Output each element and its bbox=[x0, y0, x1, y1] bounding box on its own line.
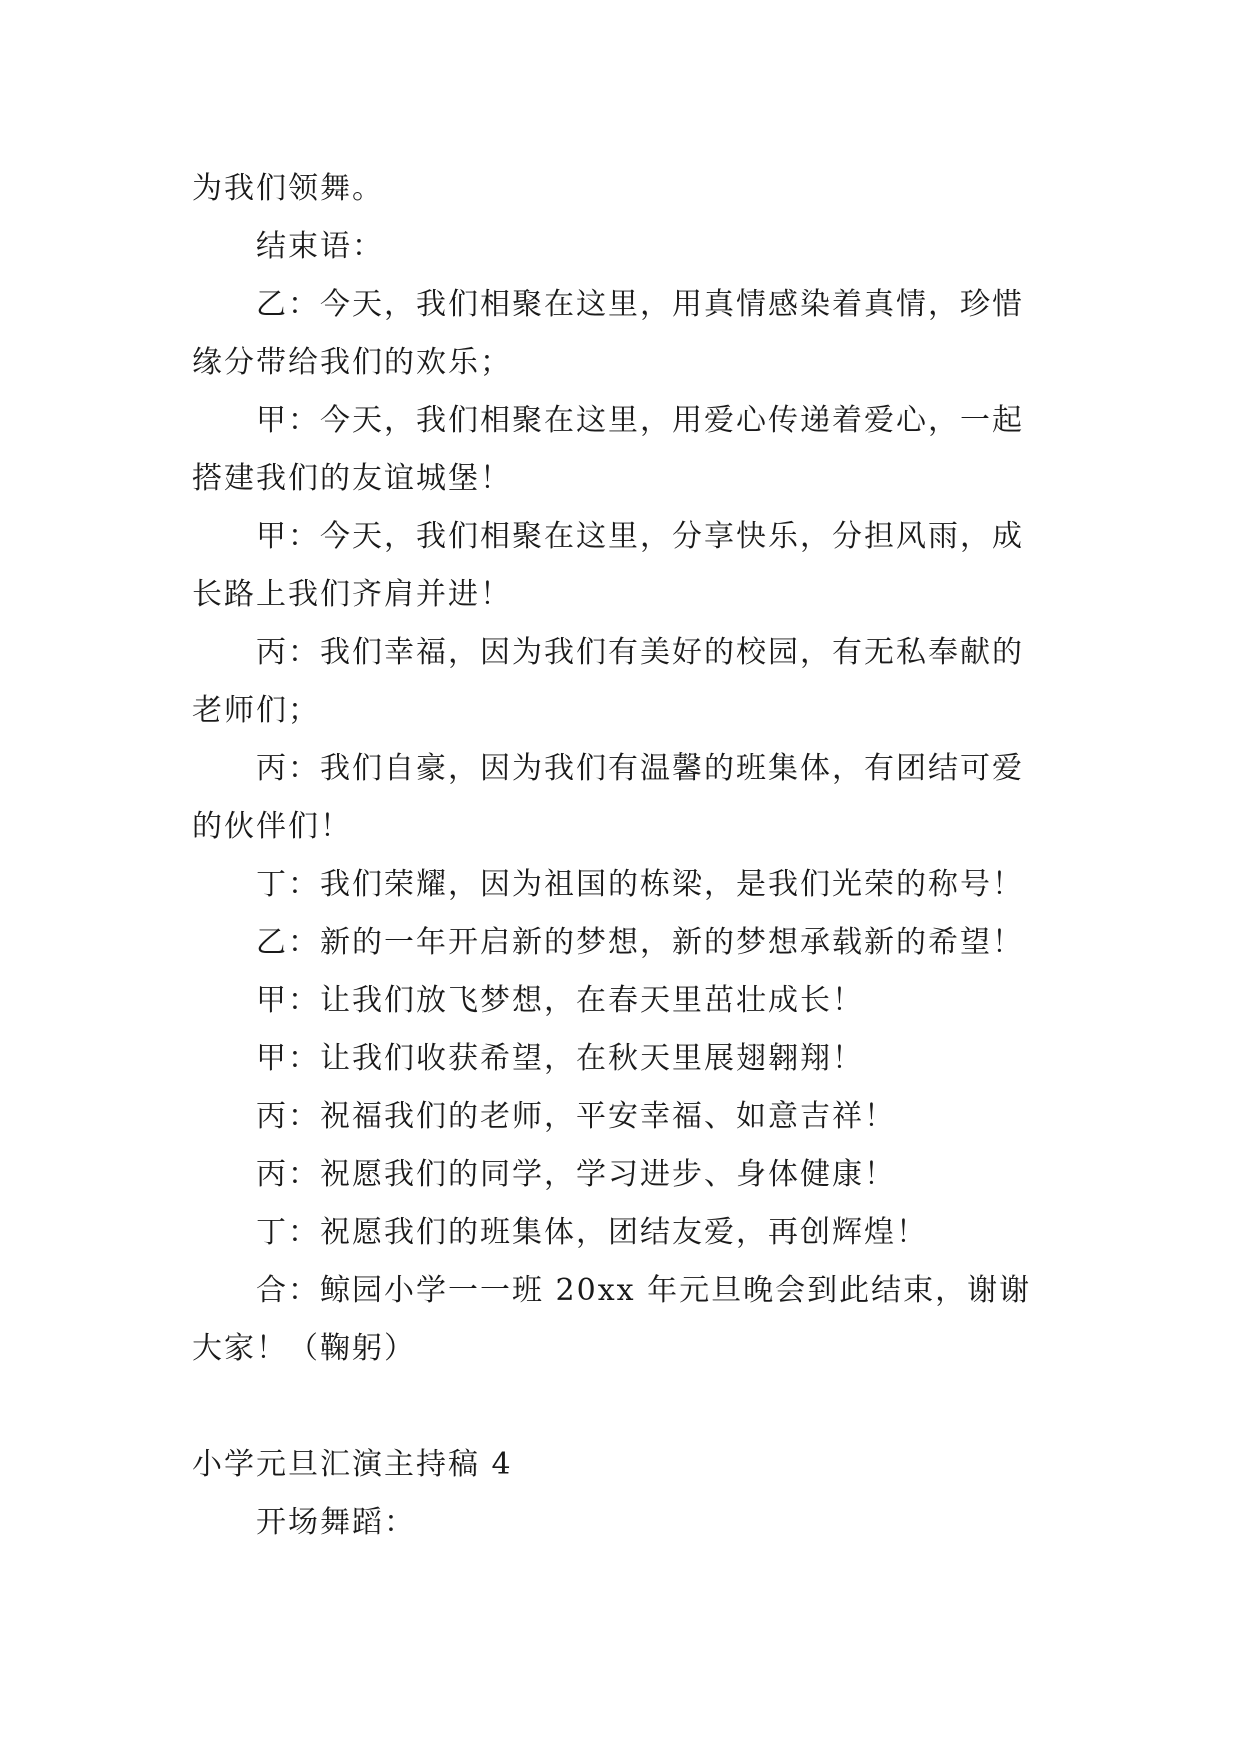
text-line: 合：鲸园小学一一班 20xx 年元旦晚会到此结束，谢谢 bbox=[256, 1273, 1032, 1308]
text-line: 长路上我们齐肩并进！ bbox=[192, 577, 512, 612]
text-line: 的伙伴们！ bbox=[192, 809, 352, 844]
text-line: 乙：新的一年开启新的梦想，新的梦想承载新的希望！ bbox=[256, 925, 1024, 960]
text-line: 丁：我们荣耀，因为祖国的栋梁，是我们光荣的称号！ bbox=[256, 867, 1024, 902]
text-line: 丙：祝福我们的老师，平安幸福、如意吉祥！ bbox=[256, 1099, 896, 1134]
text-line: 为我们领舞。 bbox=[192, 171, 384, 206]
text-line: 老师们； bbox=[192, 693, 320, 728]
text-line: 丙：祝愿我们的同学，学习进步、身体健康！ bbox=[256, 1157, 896, 1192]
text-line: 缘分带给我们的欢乐； bbox=[192, 345, 512, 380]
text-line: 搭建我们的友谊城堡！ bbox=[192, 461, 512, 496]
text-line: 甲：今天，我们相聚在这里，分享快乐，分担风雨，成 bbox=[256, 519, 1024, 554]
document-page bbox=[192, 160, 1052, 1552]
section-label: 开场舞蹈： bbox=[256, 1505, 416, 1540]
text-line: 乙：今天，我们相聚在这里，用真情感染着真情，珍惜 bbox=[256, 287, 1024, 322]
text-line: 甲：让我们放飞梦想，在春天里茁壮成长！ bbox=[256, 983, 864, 1018]
section-label: 结束语： bbox=[256, 229, 384, 264]
text-line: 大家！（鞠躬） bbox=[192, 1331, 416, 1366]
text-line: 丙：我们自豪，因为我们有温馨的班集体，有团结可爱 bbox=[256, 751, 1024, 786]
section-heading: 小学元旦汇演主持稿 4 bbox=[192, 1447, 513, 1482]
text-line: 甲：今天，我们相聚在这里，用爱心传递着爱心，一起 bbox=[256, 403, 1024, 438]
text-line: 甲：让我们收获希望，在秋天里展翅翱翔！ bbox=[256, 1041, 864, 1076]
text-line: 丁：祝愿我们的班集体，团结友爱，再创辉煌！ bbox=[256, 1215, 928, 1250]
text-line: 丙：我们幸福，因为我们有美好的校园，有无私奉献的 bbox=[256, 635, 1024, 670]
